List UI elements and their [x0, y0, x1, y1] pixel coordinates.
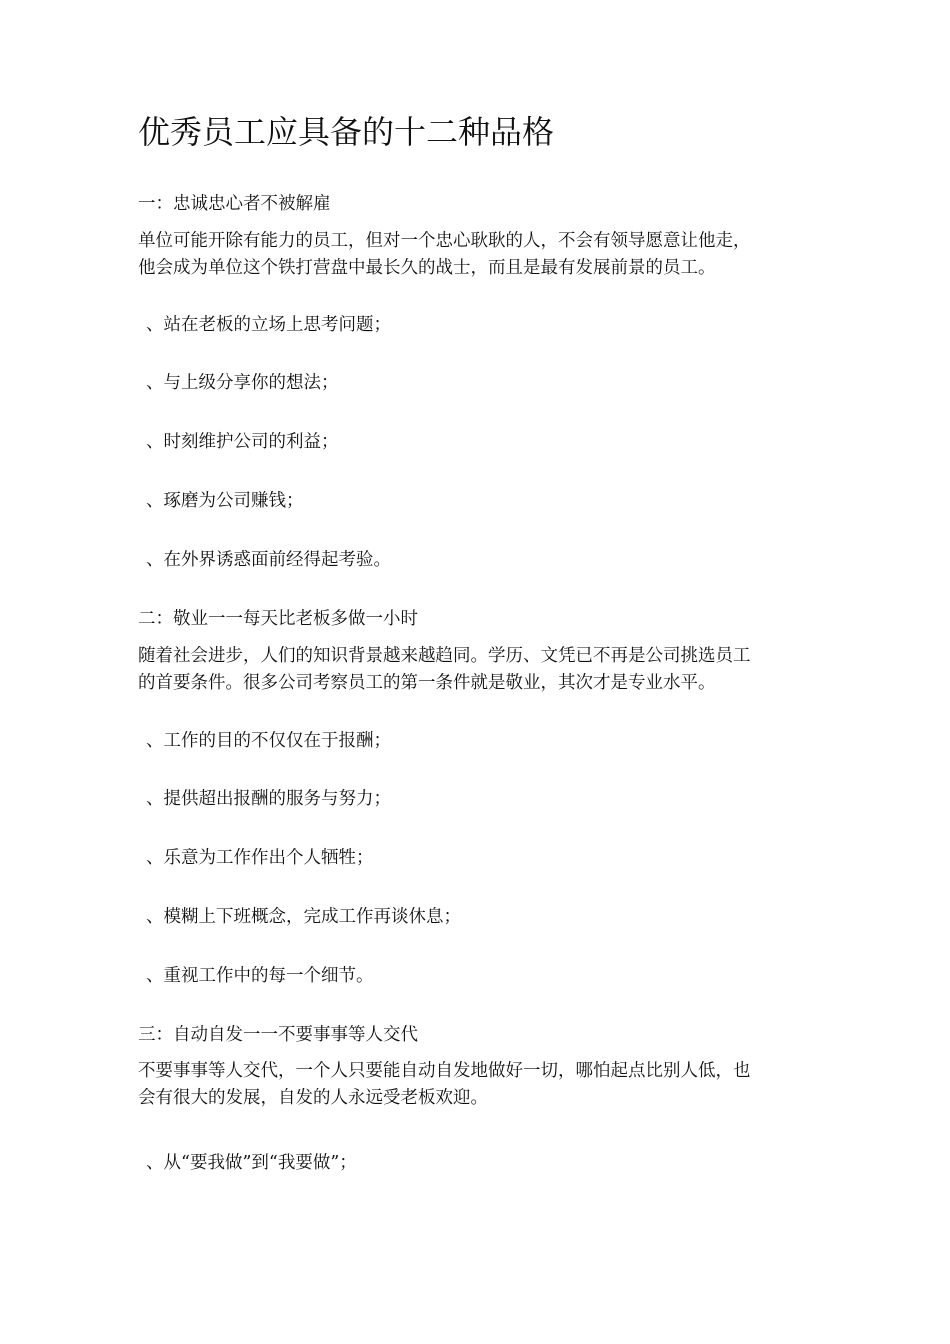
list-item: 、在外界诱惑面前经得起考验。: [146, 550, 391, 570]
section-paragraph: [138, 1058, 818, 1112]
list-item: 、时刻维护公司的利益；: [146, 432, 339, 452]
section-paragraph: [138, 228, 818, 282]
paragraph-line: 会有很大的发展，自发的人永远受老板欢迎。: [138, 1088, 488, 1108]
paragraph-line: 随着社会进步，人们的知识背景越来越趋同。学历、文凭已不再是公司挑选员工: [138, 646, 751, 666]
list-item: 、重视工作中的每一个细节。: [146, 966, 374, 986]
list-item: 、琢磨为公司赚钱；: [146, 491, 304, 511]
list-item: 、模糊上下班概念，完成工作再谈休息；: [146, 907, 461, 927]
list-item: 、从“要我做”到“我要做”；: [146, 1153, 357, 1173]
paragraph-line: 不要事事等人交代，一个人只要能自动自发地做好一切，哪怕起点比别人低，也: [138, 1061, 751, 1081]
list-item: 、站在老板的立场上思考问题；: [146, 315, 391, 335]
section-heading: 二：敬业一一每天比老板多做一小时: [138, 609, 418, 629]
list-item: 、乐意为工作作出个人牺牲；: [146, 848, 374, 868]
section-paragraph: [138, 643, 818, 697]
paragraph-line: 他会成为单位这个铁打营盘中最长久的战士，而且是最有发展前景的员工。: [138, 258, 716, 278]
section-heading: 一：忠诚忠心者不被解雇: [138, 194, 331, 214]
paragraph-line: 的首要条件。很多公司考察员工的第一条件就是敬业，其次才是专业水平。: [138, 673, 716, 693]
list-item: 、与上级分享你的想法；: [146, 373, 339, 393]
document-title: 优秀员工应具备的十二种品格: [138, 113, 555, 151]
section-heading: 三：自动自发一一不要事事等人交代: [138, 1025, 418, 1045]
paragraph-line: 单位可能开除有能力的员工，但对一个忠心耿耿的人，不会有领导愿意让他走，: [138, 231, 751, 251]
list-item: 、工作的目的不仅仅在于报酬；: [146, 731, 391, 751]
list-item: 、提供超出报酬的服务与努力；: [146, 789, 391, 809]
